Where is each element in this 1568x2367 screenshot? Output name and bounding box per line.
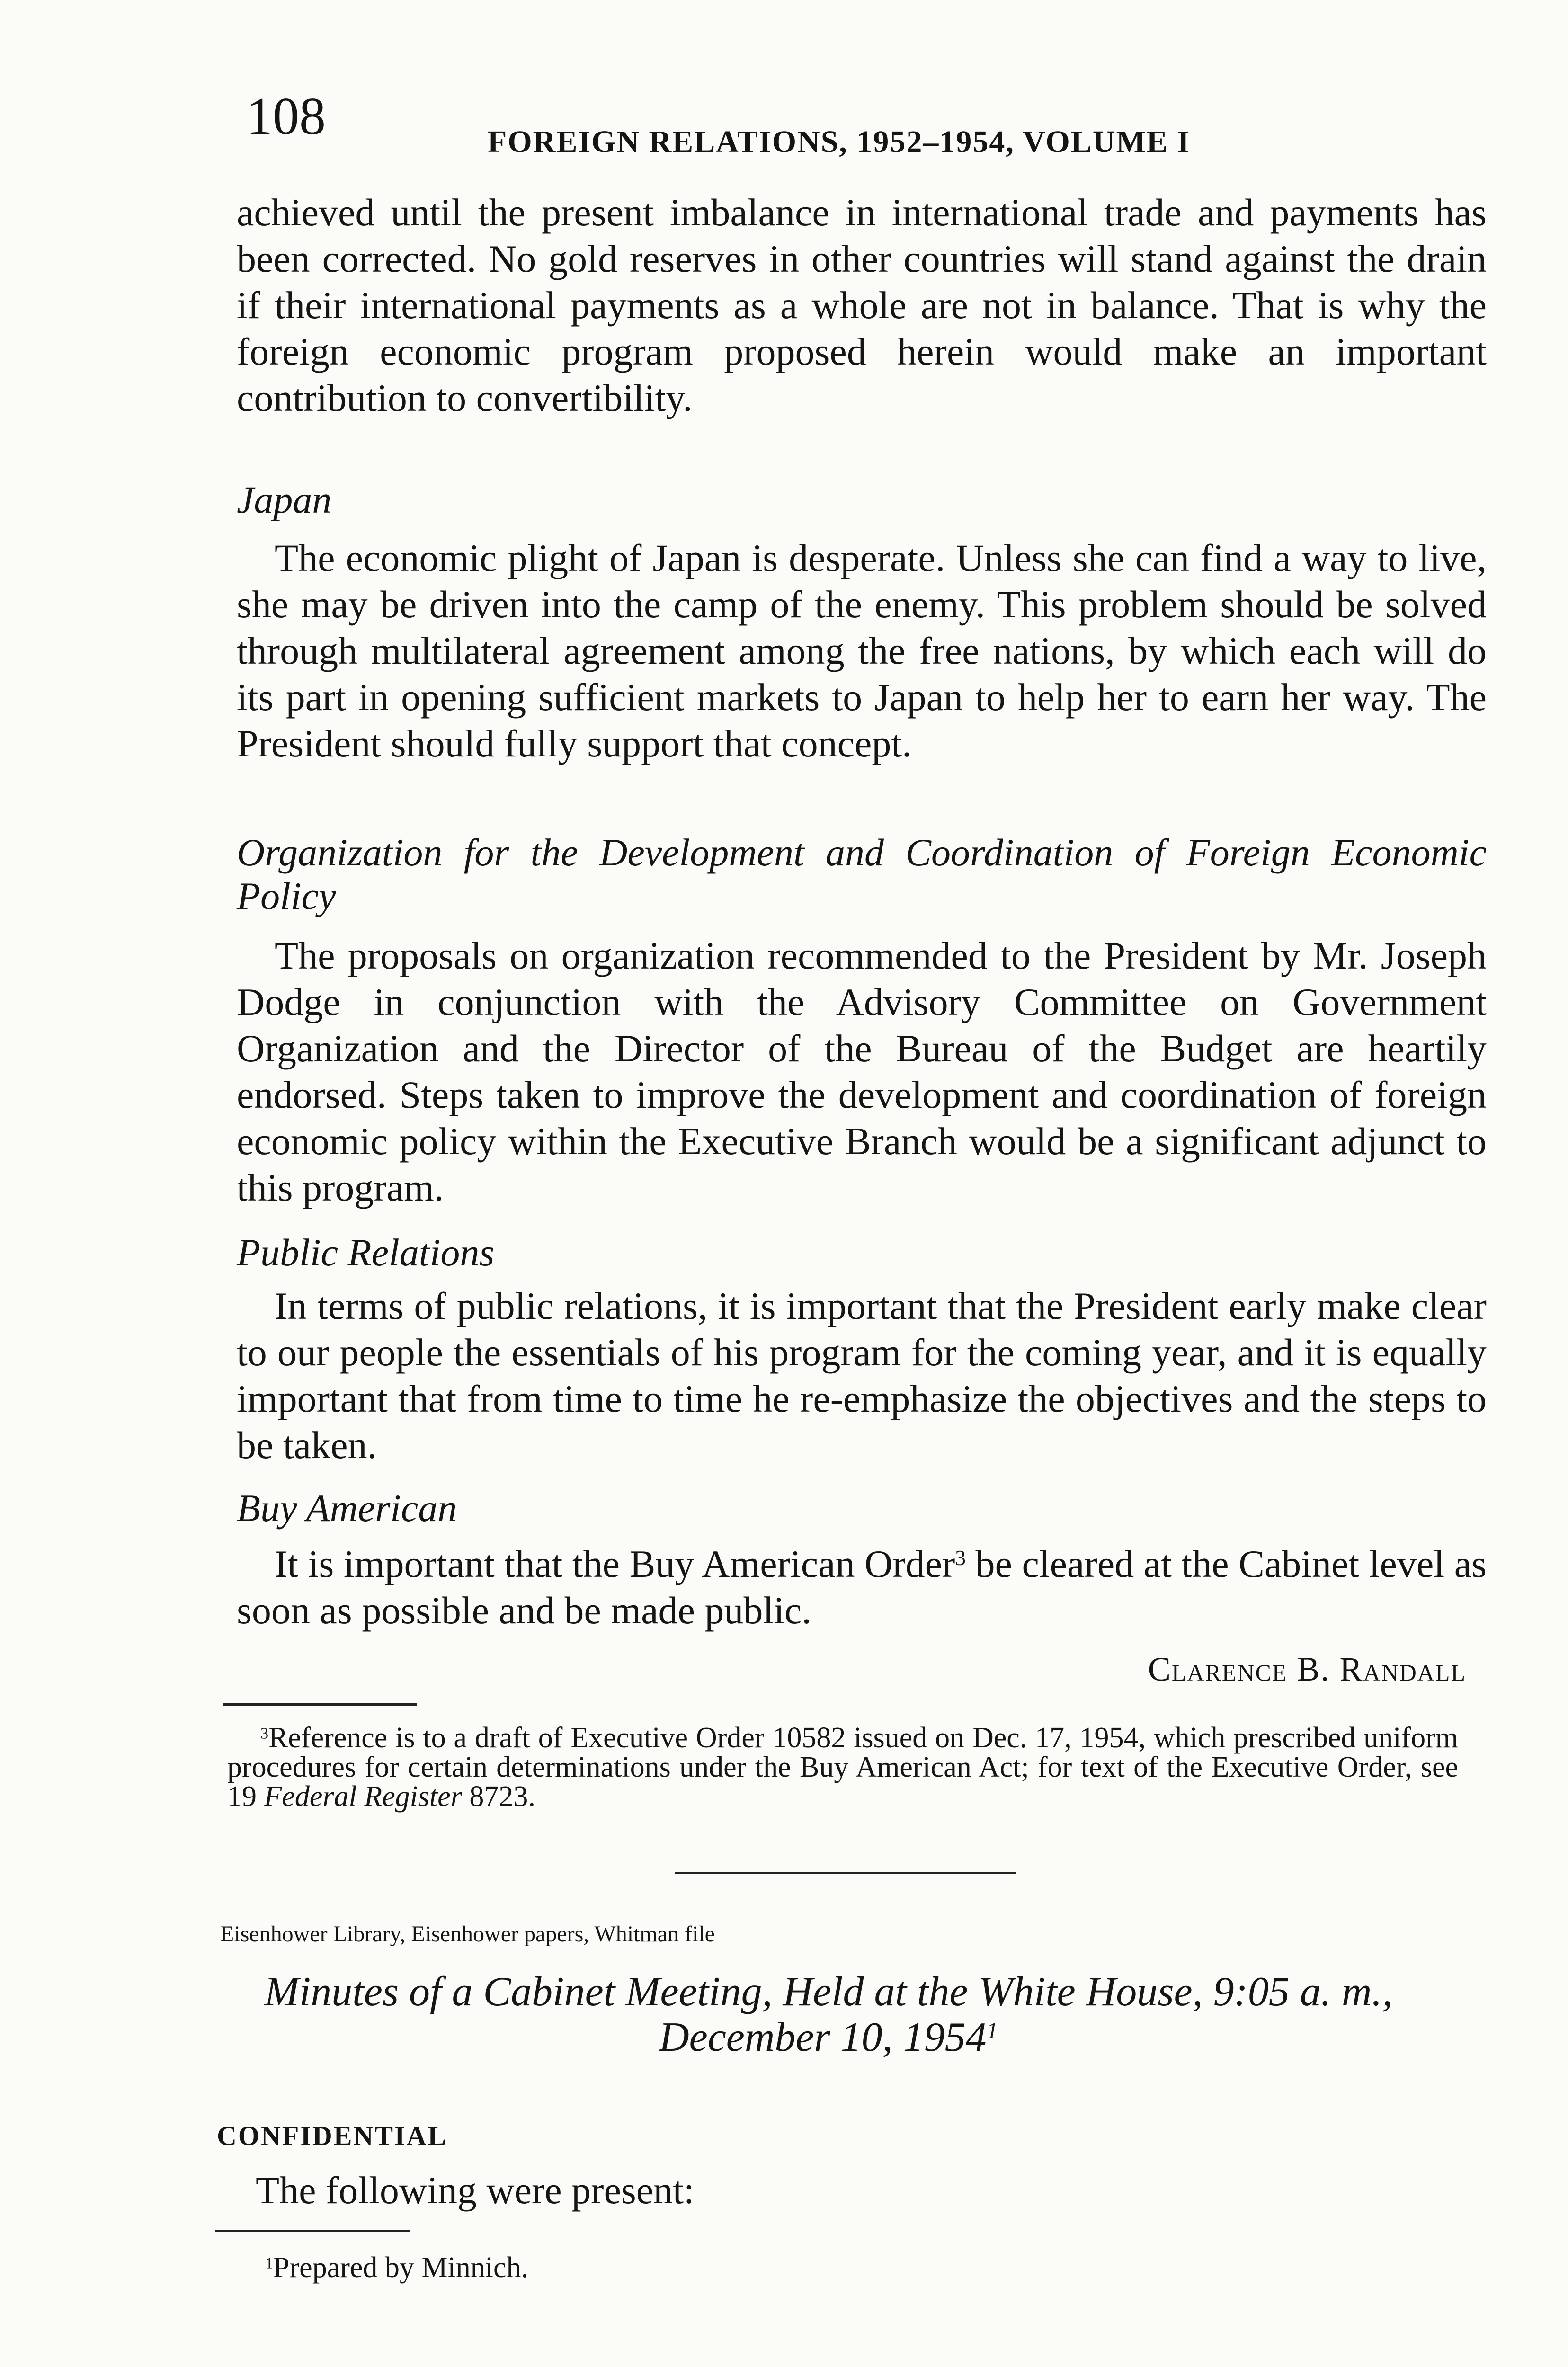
document-title (142, 1969, 1515, 2060)
buy-american-text-part1: It is important that the Buy American Order (275, 1542, 955, 1585)
section-heading-public-relations: Public Relations (237, 1231, 495, 1274)
running-head: FOREIGN RELATIONS, 1952–1954, VOLUME I (488, 125, 1191, 159)
source-note: Eisenhower Library, Eisenhower papers, Whitman file (220, 1922, 715, 1947)
footnote-divider-2 (215, 2230, 410, 2232)
footnote-reference-1: 1 (986, 2018, 998, 2044)
footnote-3-italic: Federal Register (264, 1780, 462, 1813)
buy-american-text-part2: be cleared at the Cabinet level as soon as possible and be made public. (237, 1542, 1487, 1632)
document-title-line2 (142, 2015, 1515, 2060)
document-title-line1: Minutes of a Cabinet Meeting, Held at the White House, 9:05 a. m., (264, 1969, 1393, 2015)
section-heading-japan: Japan (237, 478, 332, 521)
document-separator (675, 1872, 1016, 1874)
document-title-date: December 10, 1954 (659, 2014, 987, 2060)
footnote-reference-3: 3 (955, 1546, 966, 1570)
signature: Clarence B. Randall (1148, 1650, 1466, 1688)
section-heading-organization-text: Organization for the Development and Coordination of Foreign Economic Policy (237, 831, 1487, 917)
section-heading-buy-american: Buy American (237, 1486, 457, 1530)
footnote-1 (265, 2251, 528, 2285)
section-body-public-relations: In terms of public relations, it is important that the President early make clear to our people the essentials of his program for the coming year, and it is equally important that from time to time he re-emphasize the objectives and the steps to be taken. (237, 1284, 1487, 1467)
footnote-divider (223, 1703, 417, 1706)
footnote-3-text: Reference is to a draft of Executive Order 10582 issued on Dec. 17, 1954, which prescribed uniform procedures for certain determinations under the Buy American Act; for text of the Executive Order, see 19 (227, 1722, 1458, 1813)
classification-label: CONFIDENTIAL (217, 2120, 448, 2151)
footnote-3-text-end: 8723. (462, 1780, 535, 1813)
footnote-3 (227, 1723, 1458, 1811)
present-line: The following were present: (256, 2169, 695, 2212)
footnote-1-marker: 1 (265, 2254, 274, 2272)
section-body-japan: The economic plight of Japan is desperate. Unless she can find a way to live, she may be driven into the camp of the enemy. This problem should be solved through multilateral agreement among the free nations, by which each will do its part in opening sufficient markets to Japan to help her to earn her way. The President should fully support that concept. (237, 536, 1487, 765)
section-body-organization: The proposals on organization recommended to the President by Mr. Joseph Dodge in conjunction with the Advisory Committee on Government Organization and the Director of the Bureau of the Budget are heartily endorsed. Steps taken to improve the development and coordination of foreign economic policy within the Executive Branch would be a significant adjunct to this program. (237, 934, 1487, 1209)
intro-paragraph: achieved until the present imbalance in international trade and payments has been corrected. No gold reserves in other countries will stand against the drain if their international payments as a whole are not in balance. That is why the foreign economic program proposed herein would make an important contribution to convertibility. (237, 191, 1487, 419)
page-number: 108 (246, 87, 326, 146)
footnote-3-marker: 3 (260, 1725, 269, 1743)
section-body-buy-american (237, 1541, 1487, 1634)
footnote-1-text: Prepared by Minnich. (273, 2251, 528, 2284)
section-heading-organization (237, 831, 1487, 918)
